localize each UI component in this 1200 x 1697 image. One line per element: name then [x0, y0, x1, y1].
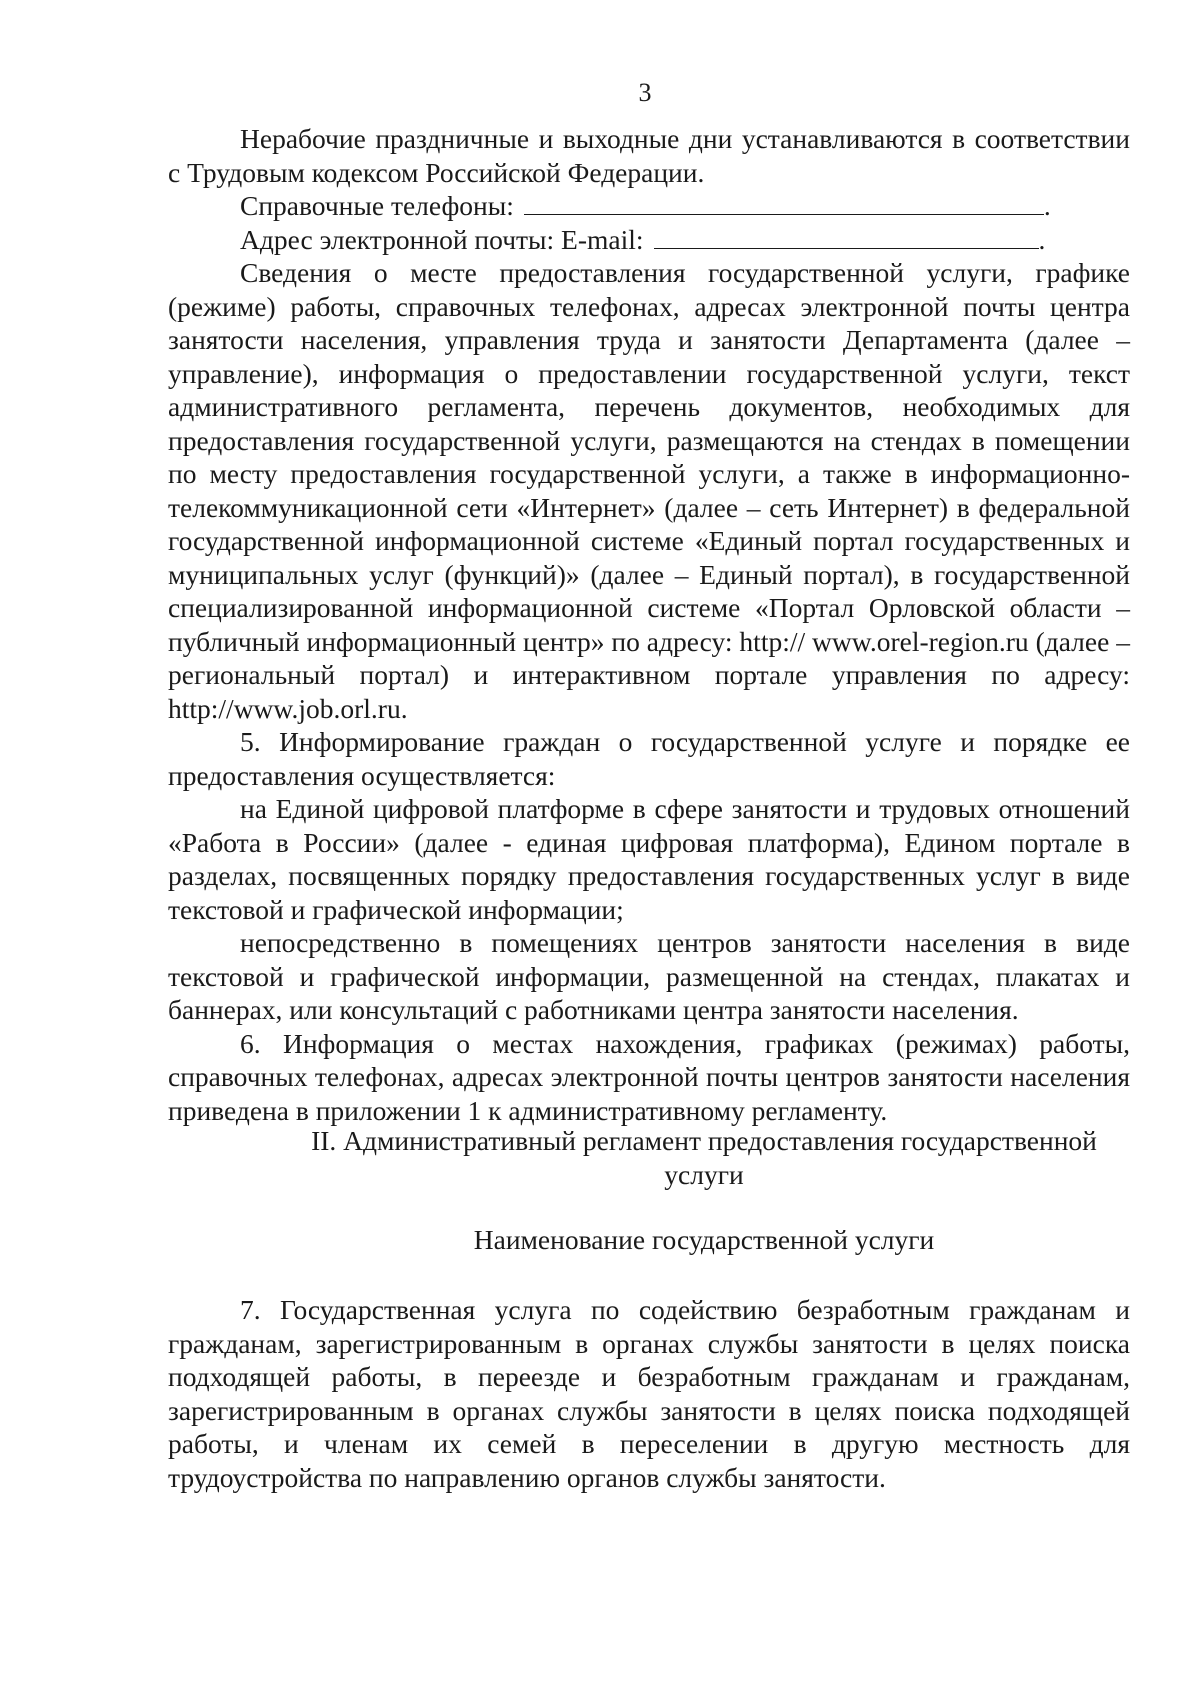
subheading-block	[168, 1223, 1130, 1257]
email-fill-line	[654, 226, 1039, 249]
body-bottom	[168, 1293, 1130, 1494]
paragraph-holidays: Нерабочие праздничные и выходные дни устанавливаются в соответствии с Трудовым кодексом Российской Федерации.	[168, 123, 1130, 188]
phones-fill-line	[524, 192, 1044, 215]
phones-label: Справочные телефоны:	[240, 190, 514, 221]
email-line-end: .	[1038, 223, 1046, 255]
page-number: 3	[638, 78, 652, 107]
paragraph-5-premises: непосредственно в помещениях центров занятости населения в виде текстовой и графической информации, размещенной на стендах, плакатах и баннерах, или консультаций с работниками центра занятости населения.	[168, 927, 1130, 1025]
paragraph-7: 7. Государственная услуга по содействию безработным гражданам и гражданам, зарегистрированным в органах службы занятости в целях поиска подходящей работы, в переезде и безработным гражданам и гражданам, зарегистрированным в органах службы занятости в целях поиска подходящей работы, и членам их семей в переселении в другую местность для трудоустройства по направлению органов службы занятости.	[168, 1294, 1130, 1493]
section-heading-line1: II. Административный регламент предоставления государственной	[311, 1125, 1097, 1156]
paragraph-info-location: Сведения о месте предоставления государственной услуги, графике (режиме) работы, справочных телефонах, адресах электронной почты центра занятости населения, управления труда и занятости Департамента (далее – управление), информация о предоставлении государственной услуги, текст административного регламента, перечень документов, необходимых для предоставления государственной услуги, размещаются на стендах в помещении по месту предоставления государственной услуги, а также в информационно-телекоммуникационной сети «Интернет» (далее – сеть Интернет) в федеральной государственной информационной системе «Единый портал государственных и муниципальных услуг (функций)» (далее – Единый портал), в государственной специализированной информационной системе «Портал Орловской области – публичный информационный центр» по адресу: http:// www.orel-region.ru (далее – региональный портал) и интерактивном портале управления по адресу: http://www.job.orl.ru.	[168, 257, 1130, 724]
phones-line-end: .	[1043, 190, 1051, 221]
section-heading	[168, 1124, 1130, 1192]
section-heading-line2: услуги	[664, 1159, 744, 1190]
body-top	[168, 122, 1130, 1127]
paragraph-6: 6. Информация о местах нахождения, графиках (режимах) работы, справочных телефонах, адресах электронной почты центров занятости населения приведена в приложении 1 к административному регламенту.	[168, 1027, 1130, 1126]
paragraph-5-digital-platform: на Единой цифровой платформе в сфере занятости и трудовых отношений «Работа в России» (далее - единая цифровая платформа), Едином портале в разделах, посвященных порядку предоставления государственных услуг в виде текстовой и графической информации;	[168, 793, 1130, 925]
email-line	[168, 223, 1130, 257]
phones-line	[168, 189, 1130, 223]
email-label: Адрес электронной почты: E-mail:	[240, 223, 644, 255]
subheading: Наименование государственной услуги	[473, 1224, 935, 1255]
paragraph-5: 5. Информирование граждан о государственной услуге и порядке ее предоставления осуществляется:	[168, 726, 1130, 791]
